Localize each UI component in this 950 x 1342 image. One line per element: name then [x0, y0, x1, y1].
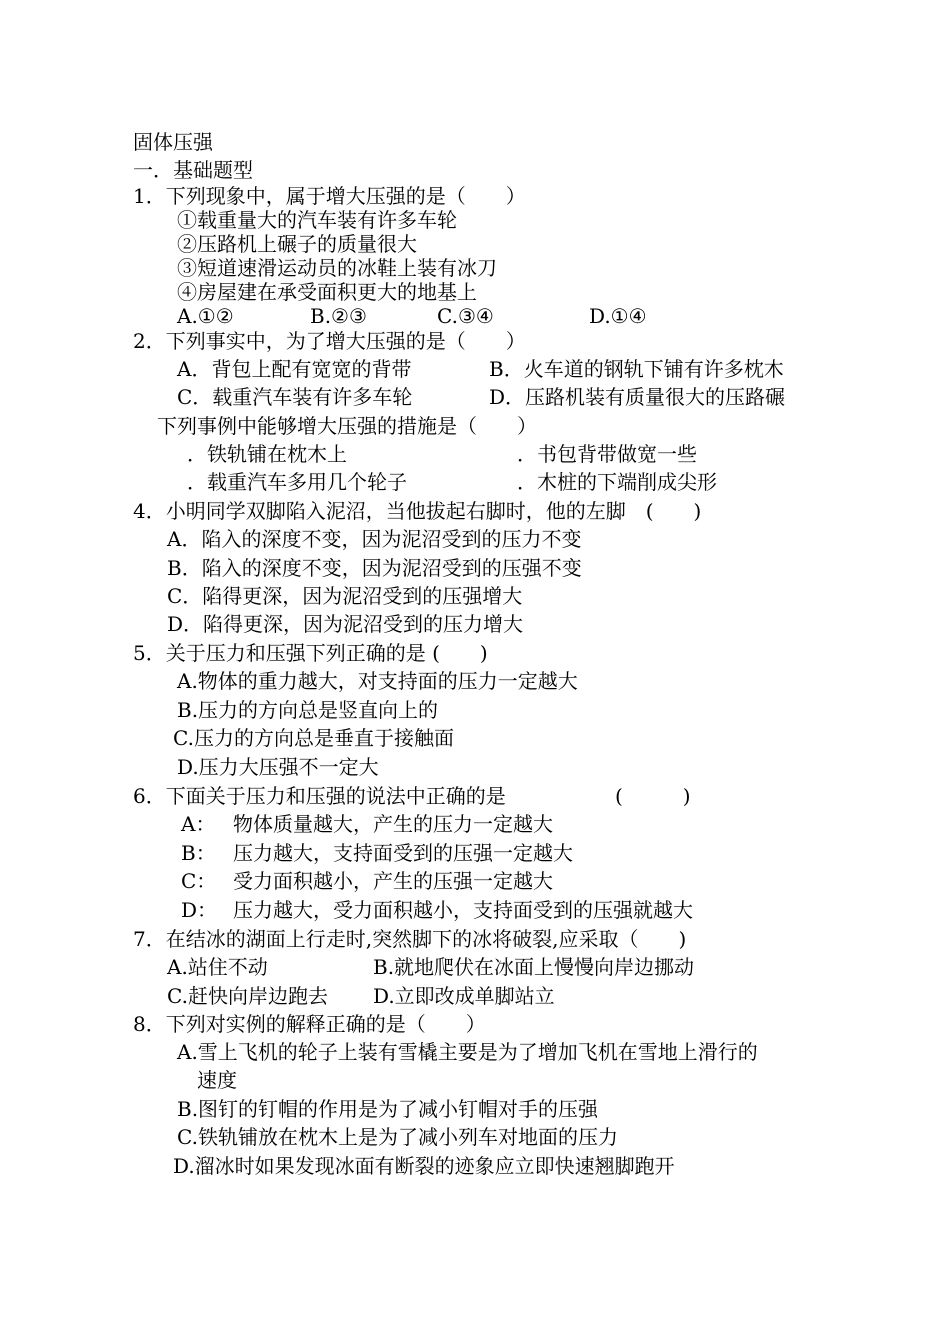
question-5-option: C.压力的方向总是垂直于接触面	[173, 726, 454, 750]
question-7-stem: 7．在结冰的湖面上行走时,突然脚下的冰将破裂,应采取（ )	[133, 927, 687, 951]
option-text: 压力越大，支持面受到的压强一定越大	[233, 841, 573, 865]
question-6-stem: 6．下面关于压力和压强的说法中正确的是	[133, 784, 506, 808]
question-3-option-c: ．载重汽车多用几个轮子	[187, 470, 407, 494]
question-1-item: ②压路机上碾子的质量很大	[177, 232, 417, 256]
question-6-answer-paren: ( )	[615, 784, 691, 808]
question-6-option-a	[181, 810, 553, 838]
question-5-stem: 5．关于压力和压强下列正确的是 ( )	[133, 641, 488, 665]
option-label: B：	[181, 841, 216, 865]
question-2-option-c: C．载重汽车装有许多车轮	[177, 385, 413, 409]
question-2-option-a: A．背包上配有宽宽的背带	[177, 357, 412, 381]
page-title: 固体压强	[133, 130, 213, 154]
question-5-option: A.物体的重力越大，对支持面的压力一定越大	[177, 669, 578, 693]
option-label: D：	[181, 898, 218, 922]
option-b: B.②③	[310, 304, 367, 328]
question-6-option-b	[181, 839, 573, 867]
question-7-option-d: D.立即改成单脚站立	[373, 984, 555, 1008]
question-8-option-a-cont: 速度	[197, 1068, 237, 1092]
question-4-stem: 4．小明同学双脚陷入泥沼，当他拔起右脚时，他的左脚 ( )	[133, 499, 702, 523]
question-1-stem: 1．下列现象中，属于增大压强的是（ ）	[133, 184, 526, 208]
option-c: C.③④	[437, 304, 494, 328]
option-text: 物体质量越大，产生的压力一定越大	[233, 812, 553, 836]
question-2-option-b: B．火车道的钢轨下铺有许多枕木	[489, 357, 784, 381]
question-5-option: B.压力的方向总是竖直向上的	[177, 698, 439, 722]
question-7-option-b: B.就地爬伏在冰面上慢慢向岸边挪动	[373, 955, 695, 979]
question-6-option-d	[181, 896, 693, 924]
question-2-stem: 2．下列事实中，为了增大压强的是（ ）	[133, 329, 526, 353]
question-2-option-d: D．压路机装有质量很大的压路碾	[489, 385, 786, 409]
question-7-option-c: C.赶快向岸边跑去	[167, 984, 328, 1008]
question-1-item: ③短道速滑运动员的冰鞋上装有冰刀	[177, 256, 497, 280]
question-4-option: B．陷入的深度不变，因为泥沼受到的压强不变	[167, 556, 582, 580]
option-label: C：	[181, 869, 217, 893]
question-8-option-d: D.溜冰时如果发现冰面有断裂的迹象应立即快速翘脚跑开	[173, 1154, 675, 1178]
question-6-option-c	[181, 867, 553, 895]
question-3-stem: 下列事例中能够增大压强的措施是（ ）	[157, 414, 537, 438]
question-3-option-a: ．铁轨铺在枕木上	[187, 442, 347, 466]
question-1-item: ①载重量大的汽车装有许多车轮	[177, 208, 457, 232]
question-4-option: D．陷得更深，因为泥沼受到的压力增大	[167, 612, 524, 636]
question-3-option-d: ．木桩的下端削成尖形	[517, 470, 717, 494]
question-1-item: ④房屋建在承受面积更大的地基上	[177, 280, 477, 304]
question-3-option-b: ．书包背带做宽一些	[517, 442, 697, 466]
option-label: A：	[181, 812, 216, 836]
question-8-option-c: C.铁轨铺放在枕木上是为了减小列车对地面的压力	[177, 1125, 618, 1149]
section-heading: 一．基础题型	[133, 158, 253, 182]
option-text: 受力面积越小，产生的压强一定越大	[233, 869, 553, 893]
option-text: 压力越大，受力面积越小，支持面受到的压强就越大	[233, 898, 693, 922]
question-8-option-b: B.图钉的钉帽的作用是为了减小钉帽对手的压强	[177, 1097, 599, 1121]
question-4-option: A．陷入的深度不变，因为泥沼受到的压力不变	[167, 527, 582, 551]
question-7-option-a: A.站住不动	[167, 955, 268, 979]
question-8-stem: 8．下列对实例的解释正确的是（ ）	[133, 1012, 486, 1036]
question-1-options	[177, 302, 647, 330]
option-a: A.①②	[177, 304, 234, 328]
question-5-option: D.压力大压强不一定大	[177, 755, 379, 779]
question-8-option-a: A.雪上飞机的轮子上装有雪橇主要是为了增加飞机在雪地上滑行的	[177, 1040, 758, 1064]
option-d: D.①④	[589, 304, 647, 328]
question-4-option: C．陷得更深，因为泥沼受到的压强增大	[167, 584, 523, 608]
